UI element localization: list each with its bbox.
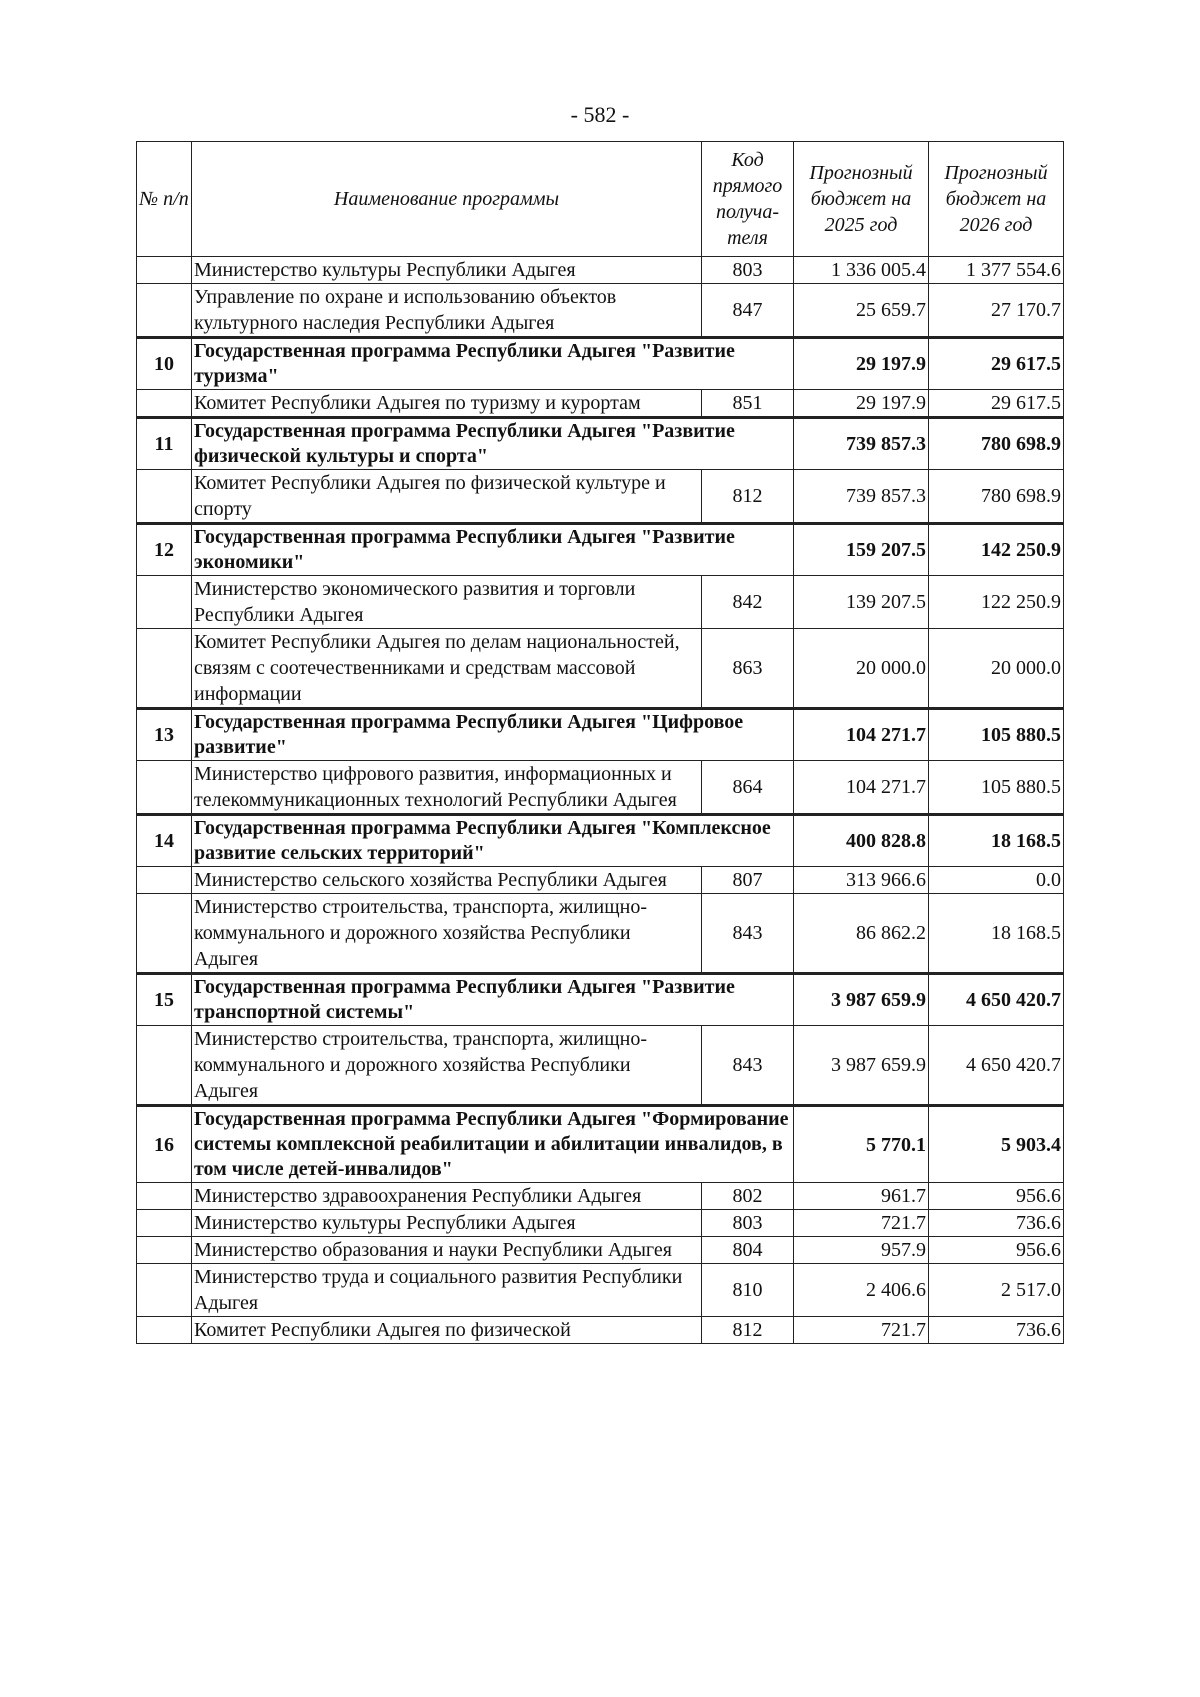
budget-2026-value: 4 650 420.7 — [929, 1026, 1064, 1106]
recipient-name: Комитет Республики Адыгея по физической культуре и спорту — [192, 470, 702, 524]
budget-2025-value: 739 857.3 — [794, 470, 929, 524]
budget-2026-value: 29 617.5 — [929, 338, 1064, 390]
recipient-row — [137, 257, 1064, 284]
row-number — [137, 284, 192, 338]
recipient-code: 804 — [702, 1237, 794, 1264]
row-number — [137, 1210, 192, 1237]
budget-2026-value: 736.6 — [929, 1317, 1064, 1344]
budget-2025-value: 86 862.2 — [794, 894, 929, 974]
program-name: Государственная программа Республики Адыгея "Развитие экономики" — [192, 524, 794, 576]
budget-2025-value: 313 966.6 — [794, 867, 929, 894]
budget-table — [136, 141, 1064, 1344]
recipient-code: 847 — [702, 284, 794, 338]
row-number — [137, 894, 192, 974]
program-name: Государственная программа Республики Адыгея "Комплексное развитие сельских территорий" — [192, 815, 794, 867]
row-number — [137, 867, 192, 894]
program-row — [137, 1106, 1064, 1183]
header-name: Наименование программы — [192, 142, 702, 257]
program-name: Государственная программа Республики Адыгея "Развитие туризма" — [192, 338, 794, 390]
recipient-name: Комитет Республики Адыгея по физической — [192, 1317, 702, 1344]
budget-2025-value: 721.7 — [794, 1317, 929, 1344]
program-row — [137, 418, 1064, 470]
row-number: 11 — [137, 418, 192, 470]
recipient-row — [137, 284, 1064, 338]
budget-2025-value: 29 197.9 — [794, 338, 929, 390]
recipient-row — [137, 1026, 1064, 1106]
budget-2026-value: 122 250.9 — [929, 576, 1064, 629]
row-number — [137, 1264, 192, 1317]
recipient-code: 812 — [702, 1317, 794, 1344]
budget-2026-value: 105 880.5 — [929, 709, 1064, 761]
budget-2025-value: 104 271.7 — [794, 709, 929, 761]
recipient-name: Министерство здравоохранения Республики Адыгея — [192, 1183, 702, 1210]
header-code: Код прямого получа-теля — [702, 142, 794, 257]
budget-2026-value: 4 650 420.7 — [929, 974, 1064, 1026]
recipient-code: 843 — [702, 1026, 794, 1106]
recipient-code: 842 — [702, 576, 794, 629]
program-row — [137, 974, 1064, 1026]
recipient-name: Министерство труда и социального развития Республики Адыгея — [192, 1264, 702, 1317]
budget-2025-value: 29 197.9 — [794, 390, 929, 418]
row-number — [137, 576, 192, 629]
recipient-name: Комитет Республики Адыгея по туризму и курортам — [192, 390, 702, 418]
program-name: Государственная программа Республики Адыгея "Развитие физической культуры и спорта" — [192, 418, 794, 470]
row-number — [137, 257, 192, 284]
recipient-code: 812 — [702, 470, 794, 524]
budget-2025-value: 3 987 659.9 — [794, 974, 929, 1026]
recipient-code: 802 — [702, 1183, 794, 1210]
row-number — [137, 761, 192, 815]
recipient-name: Министерство культуры Республики Адыгея — [192, 257, 702, 284]
program-name: Государственная программа Республики Адыгея "Формирование системы комплексной реабилитации и абилитации инвалидов, в том числе детей-инвалидов" — [192, 1106, 794, 1183]
budget-2025-value: 3 987 659.9 — [794, 1026, 929, 1106]
budget-2026-value: 20 000.0 — [929, 629, 1064, 709]
recipient-row — [137, 576, 1064, 629]
row-number — [137, 629, 192, 709]
budget-2025-value: 957.9 — [794, 1237, 929, 1264]
budget-2025-value: 961.7 — [794, 1183, 929, 1210]
budget-2025-value: 739 857.3 — [794, 418, 929, 470]
budget-2025-value: 139 207.5 — [794, 576, 929, 629]
program-name: Государственная программа Республики Адыгея "Развитие транспортной системы" — [192, 974, 794, 1026]
recipient-name: Министерство культуры Республики Адыгея — [192, 1210, 702, 1237]
page-number: - 582 - — [570, 102, 630, 127]
recipient-name: Министерство сельского хозяйства Республики Адыгея — [192, 867, 702, 894]
recipient-name: Управление по охране и использованию объектов культурного наследия Республики Адыгея — [192, 284, 702, 338]
recipient-name: Министерство образования и науки Республики Адыгея — [192, 1237, 702, 1264]
budget-2026-value: 142 250.9 — [929, 524, 1064, 576]
recipient-name: Министерство строительства, транспорта, жилищно-коммунального и дорожного хозяйства Республики Адыгея — [192, 1026, 702, 1106]
recipient-row — [137, 629, 1064, 709]
table-body — [137, 257, 1064, 1344]
recipient-row — [137, 390, 1064, 418]
header-num: № п/п — [137, 142, 192, 257]
program-name: Государственная программа Республики Адыгея "Цифровое развитие" — [192, 709, 794, 761]
recipient-code: 803 — [702, 257, 794, 284]
budget-2025-value: 25 659.7 — [794, 284, 929, 338]
budget-2026-value: 736.6 — [929, 1210, 1064, 1237]
budget-2026-value: 27 170.7 — [929, 284, 1064, 338]
recipient-row — [137, 867, 1064, 894]
budget-2025-value: 5 770.1 — [794, 1106, 929, 1183]
budget-2025-value: 1 336 005.4 — [794, 257, 929, 284]
recipient-row — [137, 1183, 1064, 1210]
recipient-row — [137, 470, 1064, 524]
program-row — [137, 709, 1064, 761]
budget-2026-value: 780 698.9 — [929, 418, 1064, 470]
program-row — [137, 338, 1064, 390]
budget-2026-value: 105 880.5 — [929, 761, 1064, 815]
budget-2026-value: 0.0 — [929, 867, 1064, 894]
recipient-name: Министерство строительства, транспорта, жилищно-коммунального и дорожного хозяйства Республики Адыгея — [192, 894, 702, 974]
recipient-code: 843 — [702, 894, 794, 974]
program-row — [137, 815, 1064, 867]
budget-2025-value: 159 207.5 — [794, 524, 929, 576]
budget-2026-value: 956.6 — [929, 1183, 1064, 1210]
budget-2025-value: 721.7 — [794, 1210, 929, 1237]
table-header — [137, 142, 1064, 257]
budget-2026-value: 1 377 554.6 — [929, 257, 1064, 284]
recipient-code: 807 — [702, 867, 794, 894]
recipient-name: Комитет Республики Адыгея по делам национальностей, связям с соотечественниками и средствам массовой информации — [192, 629, 702, 709]
budget-2026-value: 2 517.0 — [929, 1264, 1064, 1317]
row-number — [137, 1317, 192, 1344]
row-number — [137, 1026, 192, 1106]
budget-2026-value: 18 168.5 — [929, 894, 1064, 974]
recipient-name: Министерство экономического развития и торговли Республики Адыгея — [192, 576, 702, 629]
header-budget-2026: Прогнозный бюджет на 2026 год — [929, 142, 1064, 257]
recipient-row — [137, 1210, 1064, 1237]
recipient-code: 803 — [702, 1210, 794, 1237]
budget-2026-value: 18 168.5 — [929, 815, 1064, 867]
row-number: 13 — [137, 709, 192, 761]
row-number — [137, 1183, 192, 1210]
budget-2026-value: 29 617.5 — [929, 390, 1064, 418]
row-number: 12 — [137, 524, 192, 576]
recipient-code: 863 — [702, 629, 794, 709]
recipient-row — [137, 894, 1064, 974]
row-number: 14 — [137, 815, 192, 867]
budget-2026-value: 956.6 — [929, 1237, 1064, 1264]
header-budget-2025: Прогнозный бюджет на 2025 год — [794, 142, 929, 257]
recipient-row — [137, 761, 1064, 815]
row-number — [137, 390, 192, 418]
row-number: 10 — [137, 338, 192, 390]
budget-2026-value: 5 903.4 — [929, 1106, 1064, 1183]
recipient-row — [137, 1264, 1064, 1317]
recipient-name: Министерство цифрового развития, информационных и телекоммуникационных технологий Республики Адыгея — [192, 761, 702, 815]
recipient-row — [137, 1237, 1064, 1264]
budget-2025-value: 2 406.6 — [794, 1264, 929, 1317]
row-number: 16 — [137, 1106, 192, 1183]
recipient-code: 810 — [702, 1264, 794, 1317]
program-row — [137, 524, 1064, 576]
budget-2026-value: 780 698.9 — [929, 470, 1064, 524]
row-number — [137, 1237, 192, 1264]
row-number — [137, 470, 192, 524]
budget-2025-value: 104 271.7 — [794, 761, 929, 815]
row-number: 15 — [137, 974, 192, 1026]
budget-2025-value: 400 828.8 — [794, 815, 929, 867]
recipient-code: 864 — [702, 761, 794, 815]
recipient-row — [137, 1317, 1064, 1344]
recipient-code: 851 — [702, 390, 794, 418]
budget-2025-value: 20 000.0 — [794, 629, 929, 709]
